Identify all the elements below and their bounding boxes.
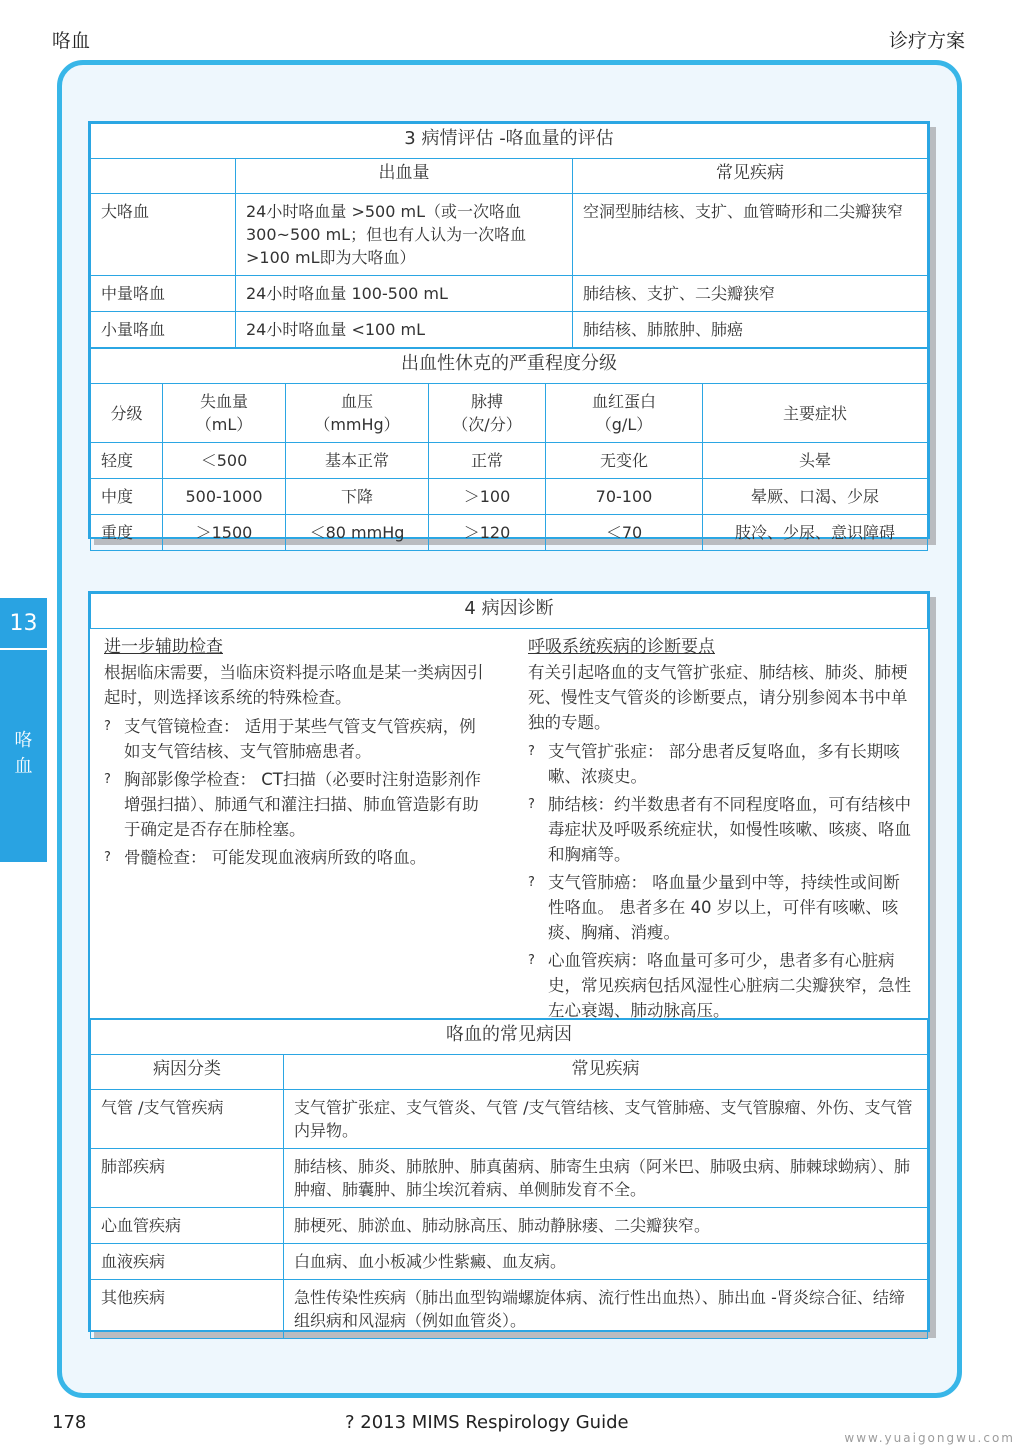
loss-cell: ＞1500 — [163, 515, 286, 551]
table-row — [91, 1149, 928, 1208]
list-item — [528, 739, 914, 789]
header-cell-empty — [91, 159, 236, 194]
header-cell: 分级 — [91, 384, 163, 443]
header-cell: 主要症状 — [703, 384, 928, 443]
bullet-mark: ? — [104, 719, 111, 734]
etiology-title-table — [90, 593, 928, 629]
table-row — [91, 515, 928, 551]
header-label: 脉搏 — [470, 392, 503, 411]
grade-cell: 大咯血 — [91, 194, 236, 276]
hemoptysis-volume-table — [90, 123, 928, 348]
header-label: 失血量 — [199, 392, 248, 411]
table-row — [91, 1090, 928, 1149]
header-cell: 常见疾病 — [573, 159, 928, 194]
list-item — [528, 948, 914, 1023]
bp-cell: 下降 — [286, 479, 429, 515]
bullet-mark: ? — [104, 850, 111, 865]
disease-cell: 肺结核、肺炎、肺脓肿、肺真菌病、肺寄生虫病（阿米巴、肺吸虫病、肺棘球蚴病）、肺肿瘤、肺囊肿、肺尘埃沉着病、单侧肺发育不全。 — [284, 1149, 928, 1208]
list-item — [528, 792, 914, 867]
disease-cell: 白血病、血小板减少性紫癜、血友病。 — [284, 1244, 928, 1280]
hb-cell: ＜70 — [546, 515, 703, 551]
pulse-cell: 正常 — [429, 443, 546, 479]
column-intro: 有关引起咯血的支气管扩张症、肺结核、肺炎、肺梗死、慢性支气管炎的诊断要点，请分别参阅本书中单独的专题。 — [528, 663, 908, 732]
list-item-text: 肺结核：约半数患者有不同程度咯血，可有结核中毒症状及呼吸系统症状，如慢性咳嗽、咳痰、咯血和胸痛等。 — [548, 795, 911, 864]
table-row — [91, 1244, 928, 1280]
aux-exam-column — [104, 635, 510, 1012]
disease-cell: 肺结核、肺脓肿、肺癌 — [573, 312, 928, 348]
header-label: 血压 — [340, 392, 373, 411]
pulse-cell: ＞100 — [429, 479, 546, 515]
section-title: 4 病因诊断 — [91, 594, 928, 629]
pulse-cell: ＞120 — [429, 515, 546, 551]
running-header-left: 咯血 — [52, 30, 91, 52]
bullet-mark: ? — [528, 875, 535, 890]
list-item — [104, 714, 490, 764]
table-title: 咯血的常见病因 — [91, 1020, 928, 1055]
header-cell: 病因分类 — [91, 1055, 284, 1090]
list-item-text: 支气管镜检查： 适用于某些气管支气管疾病，例如支气管结核、支气管肺癌患者。 — [124, 717, 476, 761]
list-item-text: 心血管疾病：咯血量可多可少，患者多有心脏病史，常见疾病包括风湿性心脏病二尖瓣狭窄，急性左心衰竭、肺动脉高压。 — [548, 951, 911, 1020]
category-cell: 肺部疾病 — [91, 1149, 284, 1208]
category-cell: 气管 /支气管疾病 — [91, 1090, 284, 1149]
diagnosis-columns — [90, 629, 928, 1019]
chapter-label-char: 血 — [14, 756, 33, 777]
header-cell — [163, 384, 286, 443]
amount-cell: 24小时咯血量 >500 mL（或一次咯血300~500 mL；但也有人认为一次咯血>100 mL即为大咯血） — [236, 194, 573, 276]
common-causes-table — [90, 1019, 928, 1339]
table-title: 3 病情评估 -咯血量的评估 — [91, 124, 928, 159]
column-heading: 进一步辅助检查 — [104, 637, 223, 657]
table-row — [91, 194, 928, 276]
header-cell — [429, 384, 546, 443]
hb-cell: 70-100 — [546, 479, 703, 515]
bp-cell: ＜80 mmHg — [286, 515, 429, 551]
grade-cell: 小量咯血 — [91, 312, 236, 348]
bp-cell: 基本正常 — [286, 443, 429, 479]
bullet-mark: ? — [528, 797, 535, 812]
shock-severity-table — [90, 348, 928, 551]
symptom-cell: 头晕 — [703, 443, 928, 479]
header-unit: （mL） — [195, 415, 253, 434]
table-row — [91, 276, 928, 312]
table-title: 出血性休克的严重程度分级 — [91, 349, 928, 384]
disease-cell: 肺梗死、肺淤血、肺动脉高压、肺动静脉瘘、二尖瓣狭窄。 — [284, 1208, 928, 1244]
bullet-mark: ? — [104, 772, 111, 787]
header-unit: （次/分） — [452, 415, 522, 434]
category-cell: 心血管疾病 — [91, 1208, 284, 1244]
symptom-cell: 晕厥、口渴、少尿 — [703, 479, 928, 515]
list-item-text: 胸部影像学检查： CT扫描（必要时注射造影剂作增强扫描）、肺通气和灌注扫描、肺血管造影有助于确定是否存在肺栓塞。 — [124, 770, 481, 839]
header-cell: 出血量 — [236, 159, 573, 194]
category-cell: 血液疾病 — [91, 1244, 284, 1280]
table-row — [91, 479, 928, 515]
hb-cell: 无变化 — [546, 443, 703, 479]
column-intro: 根据临床需要，当临床资料提示咯血是某一类病因引起时，则选择该系统的特殊检查。 — [104, 663, 484, 707]
watermark: www.yuaigongwu.com — [844, 1431, 1015, 1445]
page-number: 178 — [52, 1412, 87, 1433]
disease-cell: 空洞型肺结核、支扩、血管畸形和二尖瓣狭窄 — [573, 194, 928, 276]
header-cell — [286, 384, 429, 443]
disease-cell: 肺结核、支扩、二尖瓣狭窄 — [573, 276, 928, 312]
grade-cell: 中量咯血 — [91, 276, 236, 312]
column-heading: 呼吸系统疾病的诊断要点 — [528, 637, 715, 657]
symptom-cell: 肢冷、少尿、意识障碍 — [703, 515, 928, 551]
running-header-right: 诊疗方案 — [888, 30, 965, 52]
copyright-line: ? 2013 MIMS Respirology Guide — [345, 1412, 629, 1433]
grade-cell: 重度 — [91, 515, 163, 551]
grade-cell: 中度 — [91, 479, 163, 515]
header-row — [91, 384, 928, 443]
header-label: 血红蛋白 — [591, 392, 656, 411]
etiology-panel — [88, 591, 930, 1332]
chapter-tab — [0, 598, 47, 862]
list-item — [104, 767, 490, 842]
amount-cell: 24小时咯血量 100-500 mL — [236, 276, 573, 312]
header-unit: （mmHg） — [314, 415, 400, 434]
disease-cell: 支气管扩张症、支气管炎、气管 /支气管结核、支气管肺癌、支气管腺瘤、外伤、支气管内异物。 — [284, 1090, 928, 1149]
amount-cell: 24小时咯血量 <100 mL — [236, 312, 573, 348]
list-item-text: 支气管扩张症： 部分患者反复咯血，多有长期咳嗽、浓痰史。 — [548, 742, 900, 786]
list-item — [528, 870, 914, 945]
respiratory-column — [510, 635, 914, 1020]
header-cell — [546, 384, 703, 443]
table-row — [91, 1208, 928, 1244]
list-item-text: 支气管肺癌： 咯血量少量到中等，持续性或间断性咯血。 患者多在 40 岁以上，可伴有咳嗽、咳痰、胸痛、消瘦。 — [548, 873, 900, 942]
assessment-panel — [88, 121, 930, 542]
list-item-text: 骨髓检查： 可能发现血液病所致的咯血。 — [124, 848, 427, 867]
chapter-label-char: 咯 — [14, 730, 33, 751]
category-cell: 其他疾病 — [91, 1280, 284, 1339]
header-cell: 常见疾病 — [284, 1055, 928, 1090]
grade-cell: 轻度 — [91, 443, 163, 479]
list-item — [104, 845, 490, 870]
chapter-number: 13 — [0, 598, 47, 650]
loss-cell: 500-1000 — [163, 479, 286, 515]
loss-cell: ＜500 — [163, 443, 286, 479]
bullet-mark: ? — [528, 744, 535, 759]
header-unit: （g/L） — [595, 415, 653, 434]
table-row — [91, 1280, 928, 1339]
bullet-mark: ? — [528, 953, 535, 968]
disease-cell: 急性传染性疾病（肺出血型钩端螺旋体病、流行性出血热）、肺出血 -肾炎综合征、结缔组织病和风湿病（例如血管炎）。 — [284, 1280, 928, 1339]
chapter-label — [0, 728, 47, 780]
table-row — [91, 312, 928, 348]
table-row — [91, 443, 928, 479]
